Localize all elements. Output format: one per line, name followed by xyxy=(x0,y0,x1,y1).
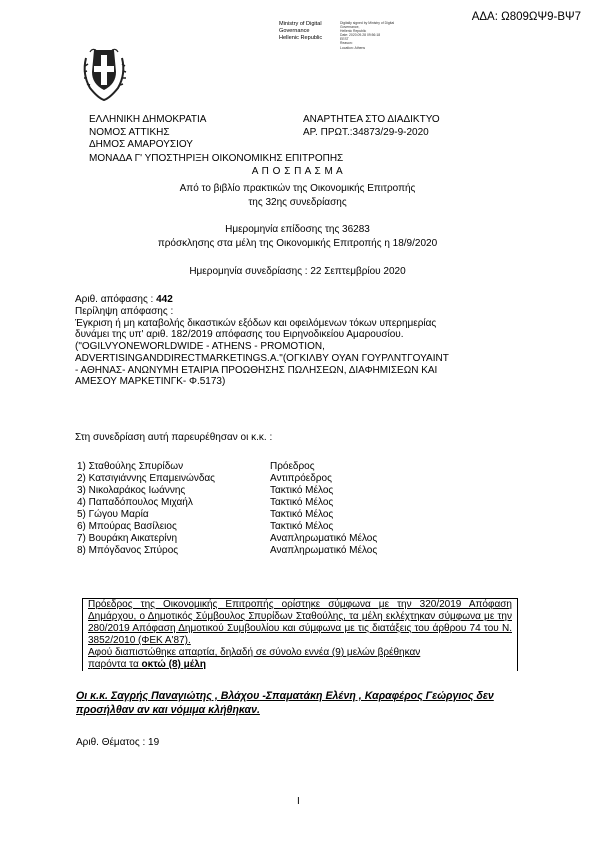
subject-number: Αριθ. Θέματος : 19 xyxy=(76,737,160,748)
protocol-block xyxy=(303,114,440,139)
signature-line: Digitally signed by Ministry of Digital xyxy=(340,21,395,25)
absent-members: Οι κ.κ. Σαγρής Παναγιώτης , Βλάχου -Σπαματάκη Ελένη , Καραφέρος Γεώργιος δεν προσήλθαν αν και νόμιμα κλήθηκαν. xyxy=(76,690,494,716)
protocol-number: ΑΡ. ΠΡΩΤ.:34873/29-9-2020 xyxy=(303,126,429,138)
summary-label: Περίληψη απόφασης : xyxy=(75,306,174,317)
ministry-line: Hellenic Republic xyxy=(279,35,323,41)
decision-number-row xyxy=(75,294,173,305)
summary-line: ADVERTISINGANDDIRECTMARKETINGS.A."(ΟΓΚΙΛΒΥ ΟΥΑΝ ΓΟΥΡΛΝΤΓΟΥΑΙΝΤ xyxy=(75,352,449,364)
quorum-box xyxy=(82,598,518,671)
source-block xyxy=(0,182,595,210)
present-prefix: παρόντα τα xyxy=(88,659,142,670)
signature-line: Reason: xyxy=(340,41,353,46)
signature-line: Hellenic Republic xyxy=(340,29,367,34)
signature-line: EEST xyxy=(340,37,349,42)
present-count: οκτώ (8) μέλη xyxy=(141,659,206,670)
summary-line: - ΑΘΗΝΑΣ- ΑΝΩΝΥΜΗ ΕΤΑΙΡΙΑ ΠΡΟΩΘΗΣΗΣ ΠΩΛΗΣΕΩΝ, ΔΙΑΦΗΜΙΣΕΩΝ ΚΑΙ xyxy=(75,364,438,376)
summary-line: ("OGILVYONEWORLDWIDE - ATHENS - PROMOTION, xyxy=(75,341,325,353)
ministry-line: Governance xyxy=(279,28,310,34)
member-role: Αναπληρωματικό Μέλος xyxy=(270,545,378,556)
decision-number: 442 xyxy=(156,294,173,305)
page-number: I xyxy=(297,796,300,807)
decision-summary xyxy=(75,306,523,388)
document-title: Α Π Ο Σ Π Α Σ Μ Α xyxy=(251,166,344,177)
member-role: Τακτικό Μέλος xyxy=(270,521,334,532)
meeting-date: Ημερομηνία συνεδρίασης : 22 Σεπτεμβρίου 2020 xyxy=(189,266,406,277)
member-role: Τακτικό Μέλος xyxy=(270,485,334,496)
member-name: 7) Βουράκη Αικατερίνη xyxy=(77,533,178,544)
ministry-line: Ministry of Digital xyxy=(279,21,322,27)
ada-code: ΑΔΑ: Ω809ΩΨ9-ΒΨ7 xyxy=(471,11,581,23)
ministry-block xyxy=(279,21,322,42)
member-role: Αντιπρόεδρος xyxy=(270,473,332,484)
publish-notice: ΑΝΑΡΤΗΤΕΑ ΣΤΟ ΔΙΑΔΙΚΤΥΟ xyxy=(303,114,440,125)
delivery-line: πρόσκλησης στα μέλη της Οικονομικής Επιτροπής η 18/9/2020 xyxy=(157,238,438,249)
present-line xyxy=(88,659,512,671)
summary-line: δυνάμει της υπ' αριθ. 182/2019 απόφασης του Ειρηνοδικείου Αμαρουσίου. xyxy=(75,329,404,341)
member-name: 5) Γώγου Μαρία xyxy=(77,509,149,520)
member-role: Πρόεδρος xyxy=(270,461,315,472)
member-role: Αναπληρωματικό Μέλος xyxy=(270,533,378,544)
quorum-text: Αφού διαπιστώθηκε απαρτία, δηλαδή σε σύνολο εννέα (9) μελών βρέθηκαν xyxy=(88,647,421,658)
member-name: 1) Σταθούλης Σπυρίδων xyxy=(77,461,184,472)
source-line: της 32ης συνεδρίασης xyxy=(248,197,347,208)
member-role: Τακτικό Μέλος xyxy=(270,497,334,508)
source-line: Από το βιβλίο πρακτικών της Οικονομικής Επιτροπής xyxy=(179,183,416,194)
issuer-block xyxy=(89,114,206,152)
summary-line: Έγκριση ή μη καταβολής δικαστικών εξόδων και οφειλόμενων τόκων υπερημερίας xyxy=(75,317,437,329)
digital-signature-block xyxy=(340,21,394,50)
issuer-line: ΕΛΛΗΝΙΚΗ ΔΗΜΟΚΡΑΤΙΑ xyxy=(89,114,207,125)
decision-number-label: Αριθ. απόφασης : xyxy=(75,294,154,305)
greek-coat-of-arms-icon xyxy=(80,44,128,102)
issuer-line: ΔΗΜΟΣ ΑΜΑΡΟΥΣΙΟΥ xyxy=(89,139,193,150)
member-name: 2) Κατσιγιάννης Επαμεινώνδας xyxy=(77,473,215,484)
signature-line: Location: Athens xyxy=(340,45,366,50)
member-name: 4) Παπαδόπουλος Μιχαήλ xyxy=(77,497,193,508)
member-name: 3) Νικολαράκος Ιωάννης xyxy=(77,485,186,496)
member-name: 6) Μπούρας Βασίλειος xyxy=(77,521,177,532)
issuer-line: ΝΟΜΟΣ ΑΤΤΙΚΗΣ xyxy=(89,126,170,138)
member-role: Τακτικό Μέλος xyxy=(270,509,334,520)
attendance-intro: Στη συνεδρίαση αυτή παρευρέθησαν οι κ.κ. : xyxy=(75,432,273,443)
signature-line: Date: 2020.09.28 09:56:18 xyxy=(340,33,381,38)
signature-line: Governance, xyxy=(340,25,360,30)
unit-line: ΜΟΝΑΔΑ Γ' ΥΠΟΣΤΗΡΙΞΗ ΟΙΚΟΝΟΜΙΚΗΣ ΕΠΙΤΡΟΠΗΣ xyxy=(89,153,344,164)
delivery-block xyxy=(0,223,595,251)
committee-composition: Πρόεδρος της Οικονομικής Επιτροπής ορίστηκε σύμφωνα με την 320/2019 Απόφαση Δημάρχου, ο Δημοτικός Σύμβουλος Σπυρίδων Σταθούλης, τα μέλη εκλέχτηκαν σύμφωνα με την 280/2019 Απόφαση Δημοτικού Συμβουλίου και σύμφωνα με τις διατάξεις του άρθρου 74 του Ν. 3852/2010 (ΦΕΚ Α'87). xyxy=(88,599,512,646)
summary-line: ΑΜΕΣΟΥ ΜΑΡΚΕΤΙΝΓΚ- Φ.5173) xyxy=(75,376,226,388)
delivery-line: Ημερομηνία επίδοσης της 36283 xyxy=(225,224,370,235)
member-name: 8) Μπόγδανος Σπύρος xyxy=(77,545,179,556)
